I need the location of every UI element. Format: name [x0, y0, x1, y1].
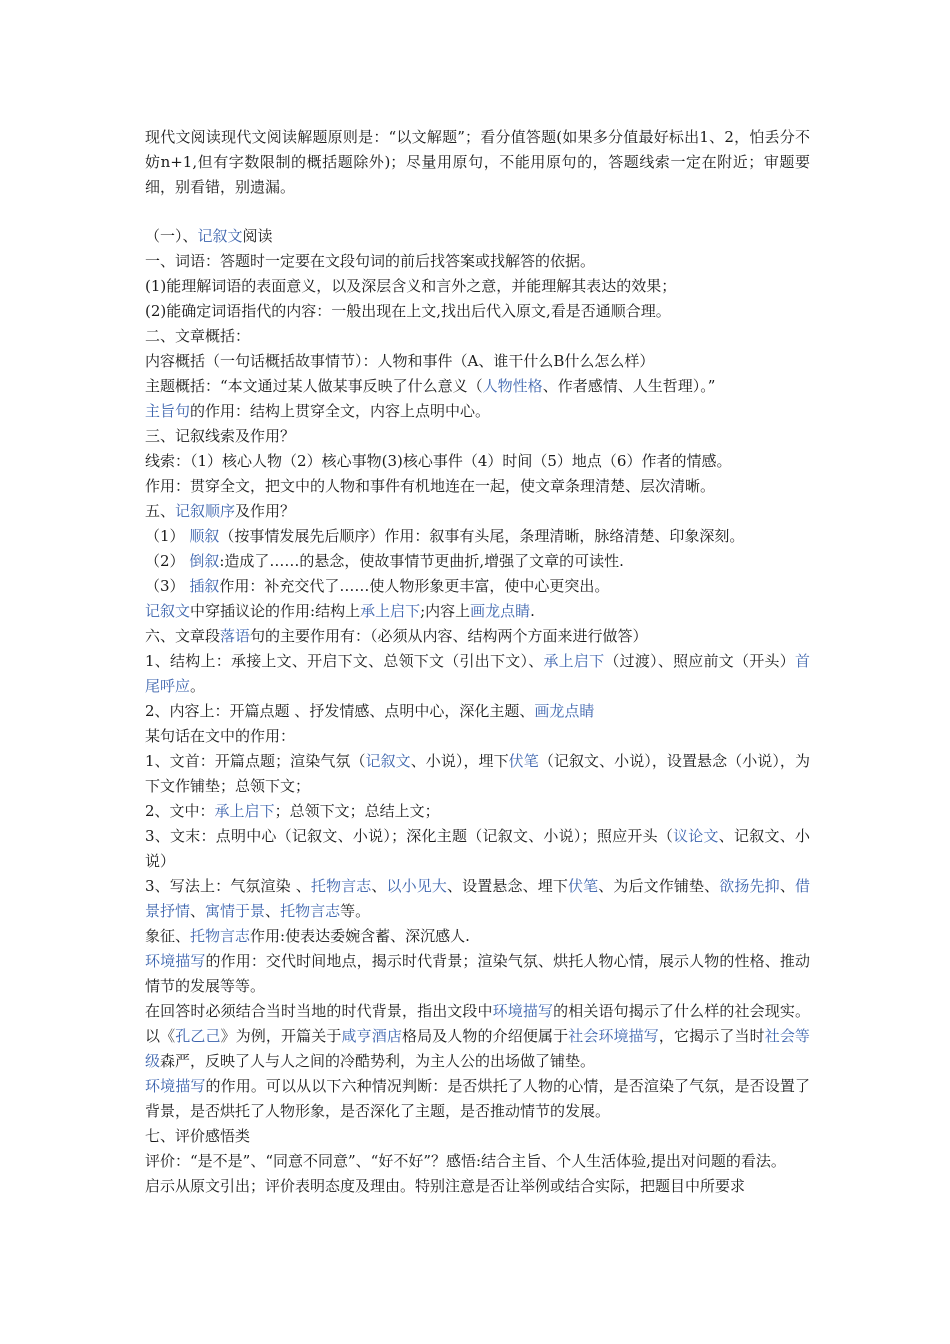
text-run: 七、评价感悟类	[145, 1127, 251, 1145]
text-run: 等。	[340, 902, 371, 920]
paragraph	[145, 324, 810, 349]
paragraph	[145, 349, 810, 374]
paragraph	[145, 424, 810, 449]
hyperlink[interactable]: 承上启下	[543, 652, 605, 670]
text-run: ；总领下文；总结上文；	[274, 802, 440, 820]
hyperlink[interactable]: 画龙点睛	[534, 702, 595, 720]
hyperlink[interactable]: 托物言志	[310, 877, 372, 895]
text-run: 在回答时必须结合当时当地的时代背景，指出文段中	[145, 1002, 493, 1020]
paragraph	[145, 249, 810, 274]
text-run: 作用：补充交代了……使人物形象更丰富，使中心更突出。	[219, 577, 610, 595]
text-run: 2、内容上：开篇点题 、抒发情感、点明中心，深化主题、	[145, 702, 535, 720]
hyperlink[interactable]: 伏笔	[508, 752, 539, 770]
paragraph	[145, 299, 810, 324]
paragraph	[145, 649, 810, 699]
paragraph	[145, 474, 810, 499]
text-run: 作用：贯穿全文，把文中的人物和事件有机地连在一起，使文章条理清楚、层次清晰。	[145, 477, 716, 495]
hyperlink[interactable]: 伏笔	[568, 877, 599, 895]
paragraph	[145, 274, 810, 299]
text-run: 的作用：交代时间地点，揭示时代背景；渲染气氛、烘托人物心情，展示人物的性格、推动情节的发展等等。	[145, 952, 810, 995]
text-run: 评价：“是不是”、“同意不同意”、“好不好”？感悟:结合主旨、个人生活体验,提出对问题的看法。	[145, 1152, 786, 1170]
text-run: 、设置悬念、埋下	[447, 877, 569, 895]
text-run: (1)能理解词语的表面意义，以及深层含义和言外之意，并能理解其表达的效果；	[145, 277, 677, 295]
paragraph	[145, 1074, 810, 1124]
text-run: 的相关语句揭示了什么样的社会现实。以《	[145, 1002, 810, 1045]
text-run: 》为例，开篇关于	[220, 1027, 342, 1045]
hyperlink[interactable]: 欲扬先抑	[719, 877, 780, 895]
paragraph	[145, 999, 810, 1074]
paragraph	[145, 824, 810, 874]
text-run: 2、文中：	[145, 802, 215, 820]
paragraph	[145, 1124, 810, 1149]
paragraph	[145, 599, 810, 624]
text-run: 及作用？	[235, 502, 296, 520]
hyperlink[interactable]: 借景抒情	[145, 877, 810, 920]
paragraph	[145, 549, 810, 574]
text-run: 、	[265, 902, 281, 920]
text-run: （2）	[145, 552, 190, 570]
text-run: 象征、	[145, 927, 191, 945]
text-run: 阅读	[242, 227, 273, 245]
paragraph	[145, 924, 810, 949]
hyperlink[interactable]: 环境描写	[145, 1077, 206, 1095]
paragraph	[145, 499, 810, 524]
paragraph	[145, 1174, 810, 1199]
hyperlink[interactable]: 社会等级	[145, 1027, 810, 1070]
hyperlink[interactable]: 主旨句	[145, 402, 191, 420]
text-run: 1、结构上：承接上文、开启下文、总领下文（引出下文）、	[145, 652, 544, 670]
text-run: 、作者感情、人生哲理）。”	[542, 377, 716, 395]
paragraph	[145, 724, 810, 749]
text-run: 启示从原文引出；评价表明态度及理由。特别注意是否让举例或结合实际，把题目中所要求	[145, 1177, 746, 1195]
hyperlink[interactable]: 环境描写	[492, 1002, 554, 1020]
text-run: 一、词语：答题时一定要在文段句词的前后找答案或找解答的依据。	[145, 252, 596, 270]
text-run: （1）	[145, 527, 190, 545]
paragraph	[145, 224, 810, 249]
hyperlink[interactable]: 顺叙	[189, 527, 220, 545]
paragraph	[145, 449, 810, 474]
text-run: ，它揭示了当时	[658, 1027, 765, 1045]
hyperlink[interactable]: 议论文	[673, 827, 719, 845]
text-run: （按事情发展先后顺序）作用：叙事有头尾，条理清晰，脉络清楚、印象深刻。	[219, 527, 745, 545]
hyperlink[interactable]: 环境描写	[145, 952, 206, 970]
paragraph	[145, 874, 810, 924]
text-run: 1、文首：开篇点题；渲染气氛（	[145, 752, 366, 770]
text-run: 主题概括：“本文通过某人做某事反映了什么意义（	[145, 377, 483, 395]
paragraph	[145, 799, 810, 824]
hyperlink[interactable]: 人物性格	[482, 377, 543, 395]
hyperlink[interactable]: 落语	[220, 627, 251, 645]
text-run: 森严，反映了人与人之间的冷酷势利，为主人公的出场做了铺垫。	[160, 1052, 596, 1070]
text-run: 、	[779, 877, 795, 895]
hyperlink[interactable]: 画龙点睛	[470, 602, 531, 620]
text-run: 3、写法上：气氛渲染 、	[145, 877, 311, 895]
text-run: （一）、	[145, 227, 198, 245]
text-run: 六、文章段	[145, 627, 221, 645]
text-run: 中穿插议论的作用:结构上	[190, 602, 361, 620]
text-run: :造成了……的悬念，使故事情节更曲折,增强了文章的可读性.	[219, 552, 624, 570]
text-run: （过渡）、照应前文（开头）	[604, 652, 795, 670]
hyperlink[interactable]: 社会环境描写	[568, 1027, 659, 1045]
text-run: 、	[190, 902, 206, 920]
text-run: （记叙文、小说），设置悬念（小说），为下文作铺垫；总领下文；	[145, 752, 810, 795]
text-run: 三、记叙线索及作用？	[145, 427, 296, 445]
paragraph	[145, 125, 810, 200]
hyperlink[interactable]: 以小见大	[386, 877, 447, 895]
hyperlink[interactable]: 记叙文	[365, 752, 411, 770]
text-run: 某句话在文中的作用：	[145, 727, 296, 745]
paragraph	[145, 749, 810, 799]
text-run: 。	[190, 677, 206, 695]
text-run: 3、文末：点明中心（记叙文、小说）；深化主题（记叙文、小说）；照应开头（	[145, 827, 674, 845]
text-run: 句的主要作用有：（必须从内容、结构两个方面来进行做答）	[250, 627, 648, 645]
text-run: （3）	[145, 577, 190, 595]
paragraph-gap	[145, 200, 810, 224]
hyperlink[interactable]: 寓情于景	[205, 902, 266, 920]
text-run: 线索：（1）核心人物（2）核心事物(3)核心事件（4）时间（5）地点（6）作者的情感。	[145, 452, 732, 470]
hyperlink[interactable]: 承上启下	[214, 802, 275, 820]
text-run: 、记叙文、小说）	[145, 827, 810, 870]
text-run: 现代文阅读现代文阅读解题原则是：“以文解题”；看分值答题(如果多分值最好标出1、2，怕丢分不妨n+1,但有字数限制的概括题除外)；尽量用原句，不能用原句的，答题线索一定在附近；审题要细，别看错，别遗漏。	[145, 128, 810, 196]
hyperlink[interactable]: 插叙	[189, 577, 220, 595]
text-run: 、	[371, 877, 387, 895]
paragraph	[145, 524, 810, 549]
paragraph	[145, 624, 810, 649]
hyperlink[interactable]: 倒叙	[189, 552, 220, 570]
paragraph	[145, 1149, 810, 1174]
hyperlink[interactable]: 托物言志	[190, 927, 251, 945]
hyperlink[interactable]: 承上启下	[360, 602, 421, 620]
text-run: 作用:使表达委婉含蓄、深沉感人.	[250, 927, 470, 945]
text-run: 格局及人物的介绍便属于	[401, 1027, 569, 1045]
text-run: 内容概括（一句话概括故事情节）：人物和事件（A、谁干什么B什么怎么样）	[145, 352, 655, 370]
hyperlink[interactable]: 记叙顺序	[175, 502, 236, 520]
paragraph	[145, 699, 810, 724]
hyperlink[interactable]: 记叙文	[197, 227, 243, 245]
text-run: 、小说），埋下	[410, 752, 509, 770]
paragraph	[145, 949, 810, 999]
text-run: 、为后文作铺垫、	[598, 877, 720, 895]
hyperlink[interactable]: 首尾呼应	[145, 652, 810, 695]
text-run: 五、	[145, 502, 176, 520]
paragraph	[145, 399, 810, 424]
text-run: ;内容上	[420, 602, 471, 620]
hyperlink[interactable]: 咸亨酒店	[341, 1027, 402, 1045]
text-run: (2)能确定词语指代的内容：一般出现在上文,找出后代入原文,看是否通顺合理。	[145, 302, 671, 320]
hyperlink[interactable]: 孔乙己	[175, 1027, 221, 1045]
text-run: 二、文章概括：	[145, 327, 251, 345]
text-run: 的作用：结构上贯穿全文，内容上点明中心。	[190, 402, 491, 420]
text-run: .	[530, 602, 535, 620]
hyperlink[interactable]: 托物言志	[280, 902, 341, 920]
paragraph	[145, 374, 810, 399]
text-run: 的作用。可以从以下六种情况判断：是否烘托了人物的心情，是否渲染了气氛，是否设置了背景，是否烘托了人物形象，是否深化了主题，是否推动情节的发展。	[145, 1077, 810, 1120]
hyperlink[interactable]: 记叙文	[145, 602, 191, 620]
paragraph	[145, 574, 810, 599]
